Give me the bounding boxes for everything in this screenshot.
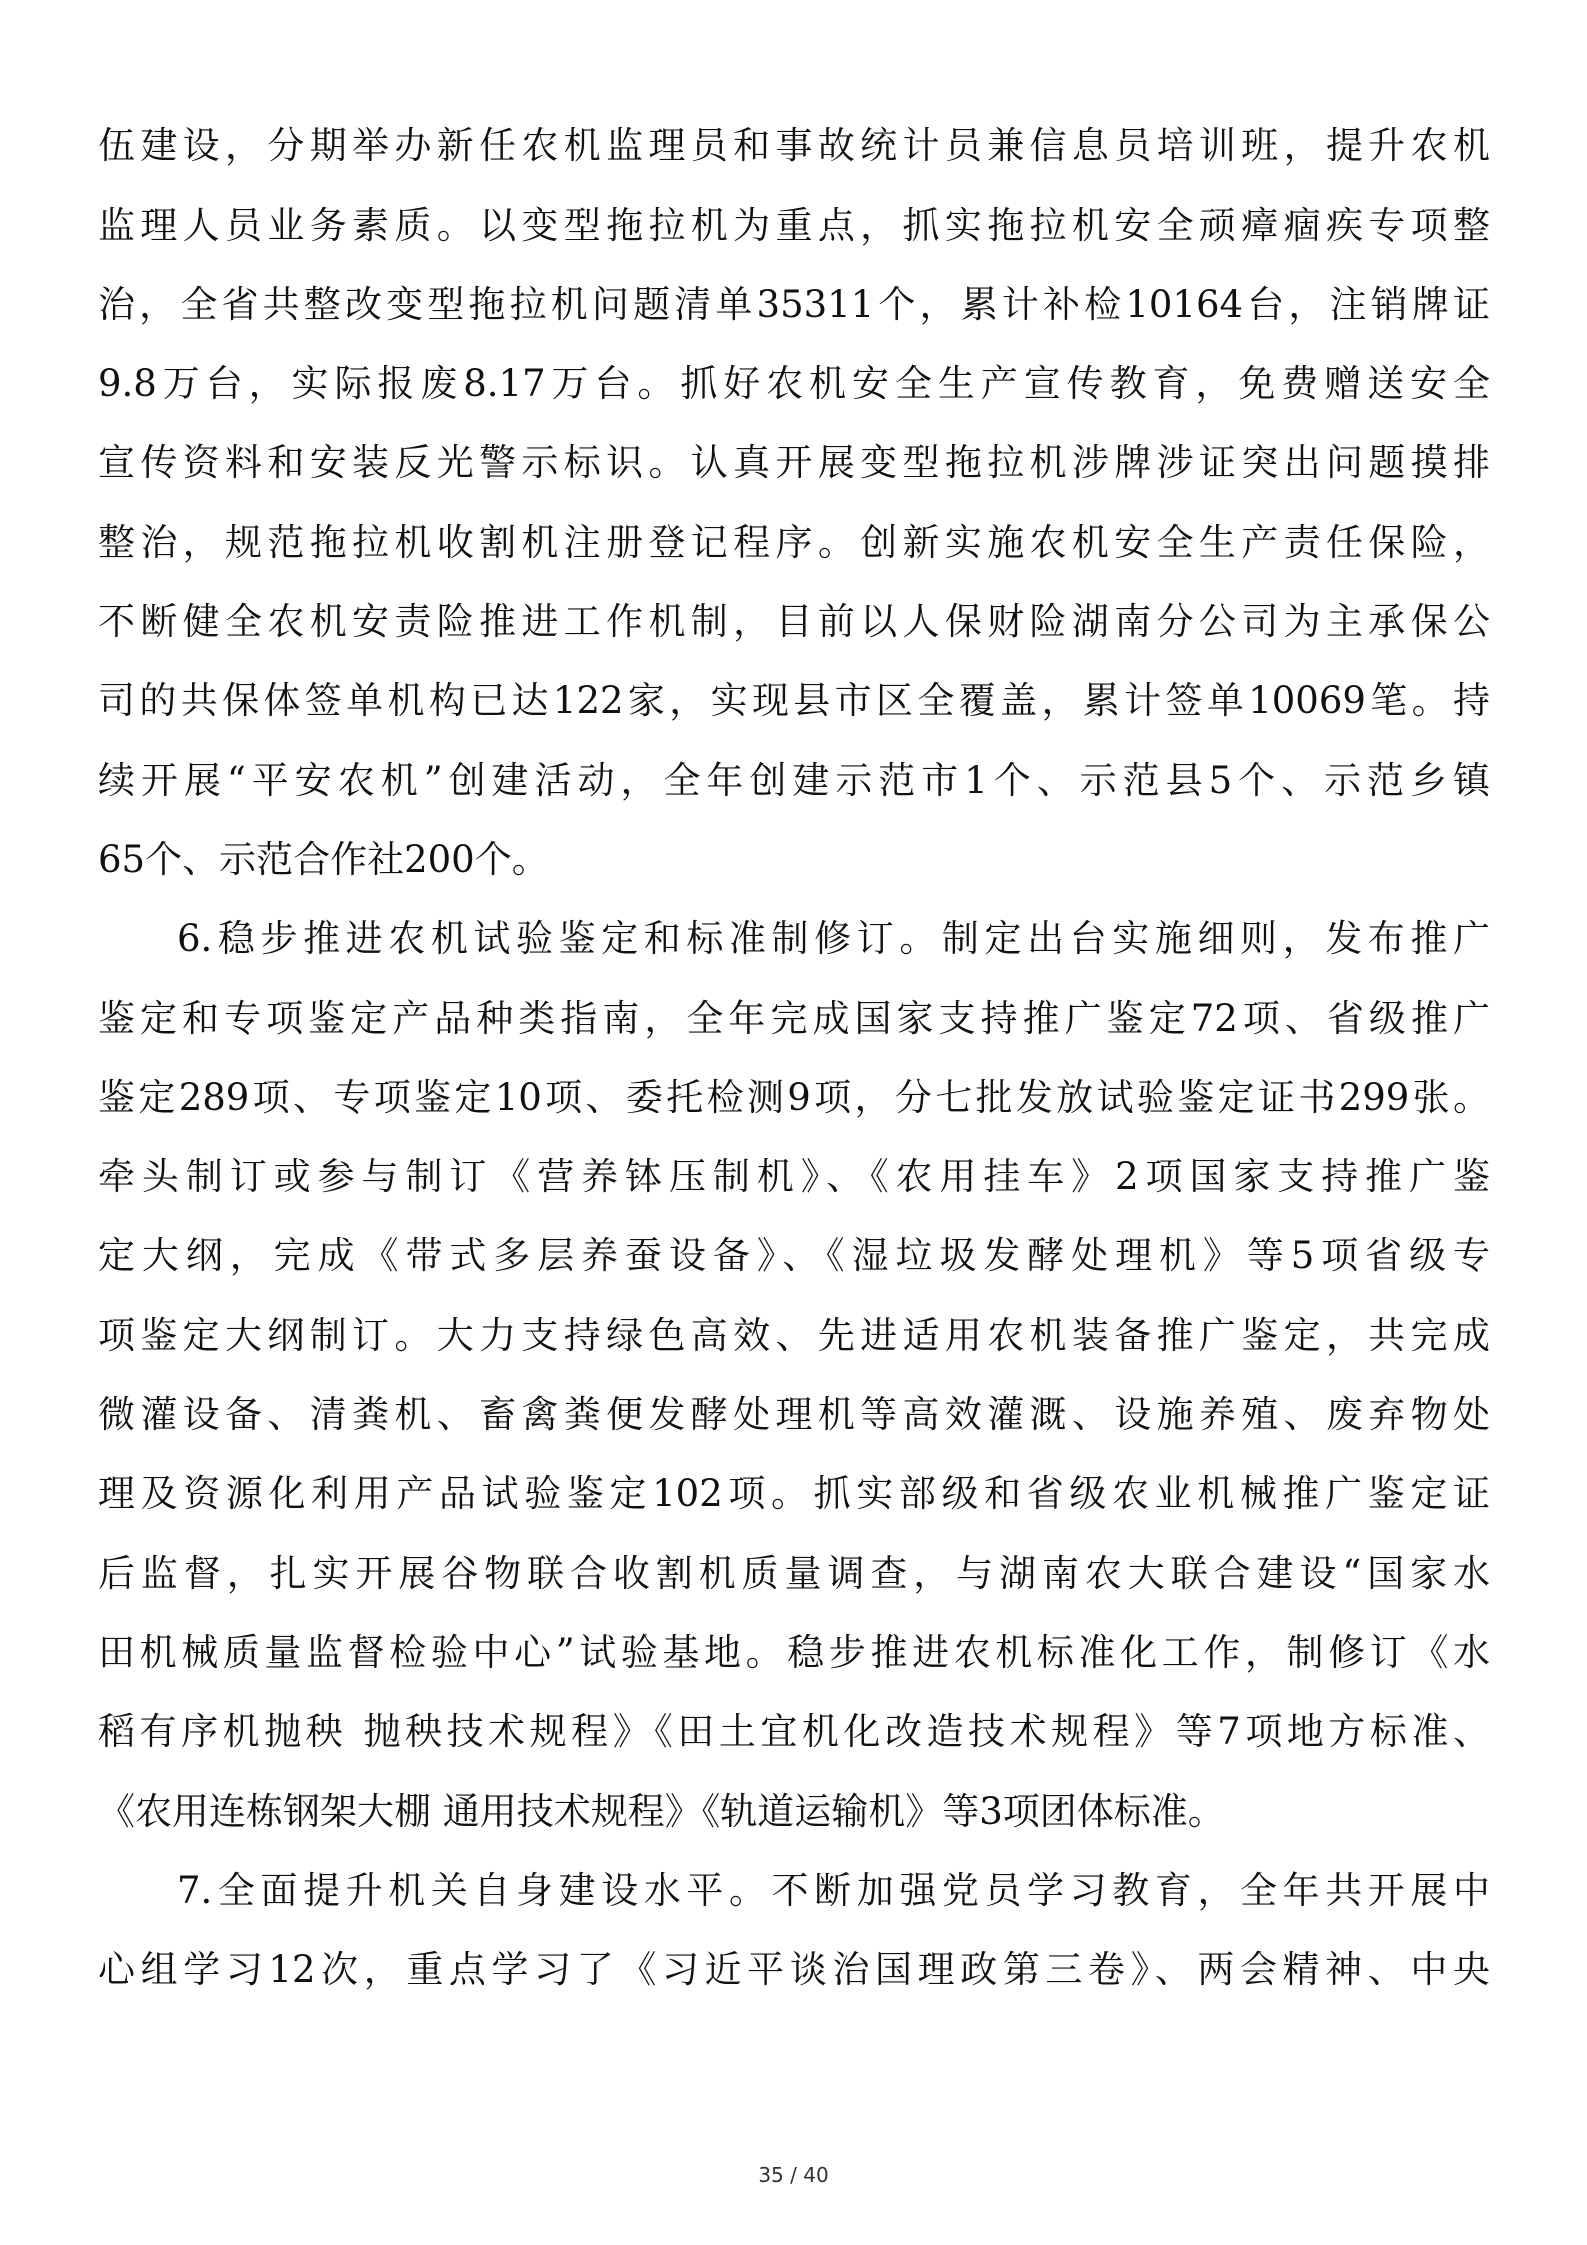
text-line: 宣传资料和安装反光警示标识。认真开展变型拖拉机涉牌涉证突出问题摸排: [98, 441, 1490, 484]
text-line: 司的共保体签单机构已达122家，实现县市区全覆盖，累计签单10069笔。持: [98, 679, 1490, 722]
page-number: 35 / 40: [758, 2163, 829, 2187]
paragraph-end-line: 《农用连栋钢架大棚 通用技术规程》《轨道运输机》等3项团体标准。: [98, 1790, 1225, 1833]
text-line: 项鉴定大纲制订。大力支持绿色高效、先进适用农机装备推广鉴定，共完成: [98, 1314, 1490, 1357]
paragraph-end-line: 65个、示范合作社200个。: [98, 838, 549, 881]
text-line: 田机械质量监督检验中心”试验基地。稳步推进农机标准化工作，制修订《水: [98, 1631, 1490, 1674]
text-line: 不断健全农机安责险推进工作机制，目前以人保财险湖南分公司为主承保公: [98, 600, 1490, 643]
text-line: 微灌设备、清粪机、畜禽粪便发酵处理机等高效灌溉、设施养殖、废弃物处: [98, 1393, 1490, 1436]
text-line: 后监督，扎实开展谷物联合收割机质量调查，与湖南农大联合建设“国家水: [98, 1552, 1490, 1595]
text-line: 心组学习12次，重点学习了《习近平谈治国理政第三卷》、两会精神、中央: [98, 1948, 1490, 1991]
text-line: 理及资源化利用产品试验鉴定102项。抓实部级和省级农业机械推广鉴定证: [98, 1472, 1490, 1515]
text-line: 伍建设，分期举办新任农机监理员和事故统计员兼信息员培训班，提升农机: [98, 124, 1490, 167]
text-line: 鉴定和专项鉴定产品种类指南，全年完成国家支持推广鉴定72项、省级推广: [98, 997, 1490, 1040]
text-line: 定大纲，完成《带式多层养蚕设备》、《湿垃圾发酵处理机》等5项省级专: [98, 1234, 1490, 1277]
text-line: 鉴定289项、专项鉴定10项、委托检测9项，分七批发放试验鉴定证书299张。: [98, 1076, 1490, 1119]
section-heading-line: 6.稳步推进农机试验鉴定和标准制修订。制定出台实施细则，发布推广: [177, 917, 1490, 960]
section-heading-line: 7.全面提升机关自身建设水平。不断加强党员学习教育，全年共开展中: [177, 1869, 1490, 1912]
text-line: 监理人员业务素质。以变型拖拉机为重点，抓实拖拉机安全顽瘴痼疾专项整: [98, 204, 1490, 247]
text-line: 整治，规范拖拉机收割机注册登记程序。创新实施农机安全生产责任保险，: [98, 521, 1490, 564]
text-line: 稻有序机抛秧 抛秧技术规程》《田土宜机化改造技术规程》等7项地方标准、: [98, 1710, 1490, 1753]
text-line: 治，全省共整改变型拖拉机问题清单35311个，累计补检10164台，注销牌证: [98, 283, 1490, 326]
text-line: 9.8万台，实际报废8.17万台。抓好农机安全生产宣传教育，免费赠送安全: [98, 362, 1490, 405]
text-line: 续开展“平安农机”创建活动，全年创建示范市1个、示范县5个、示范乡镇: [98, 759, 1490, 802]
text-line: 牵头制订或参与制订《营养钵压制机》、《农用挂车》2项国家支持推广鉴: [98, 1155, 1490, 1198]
